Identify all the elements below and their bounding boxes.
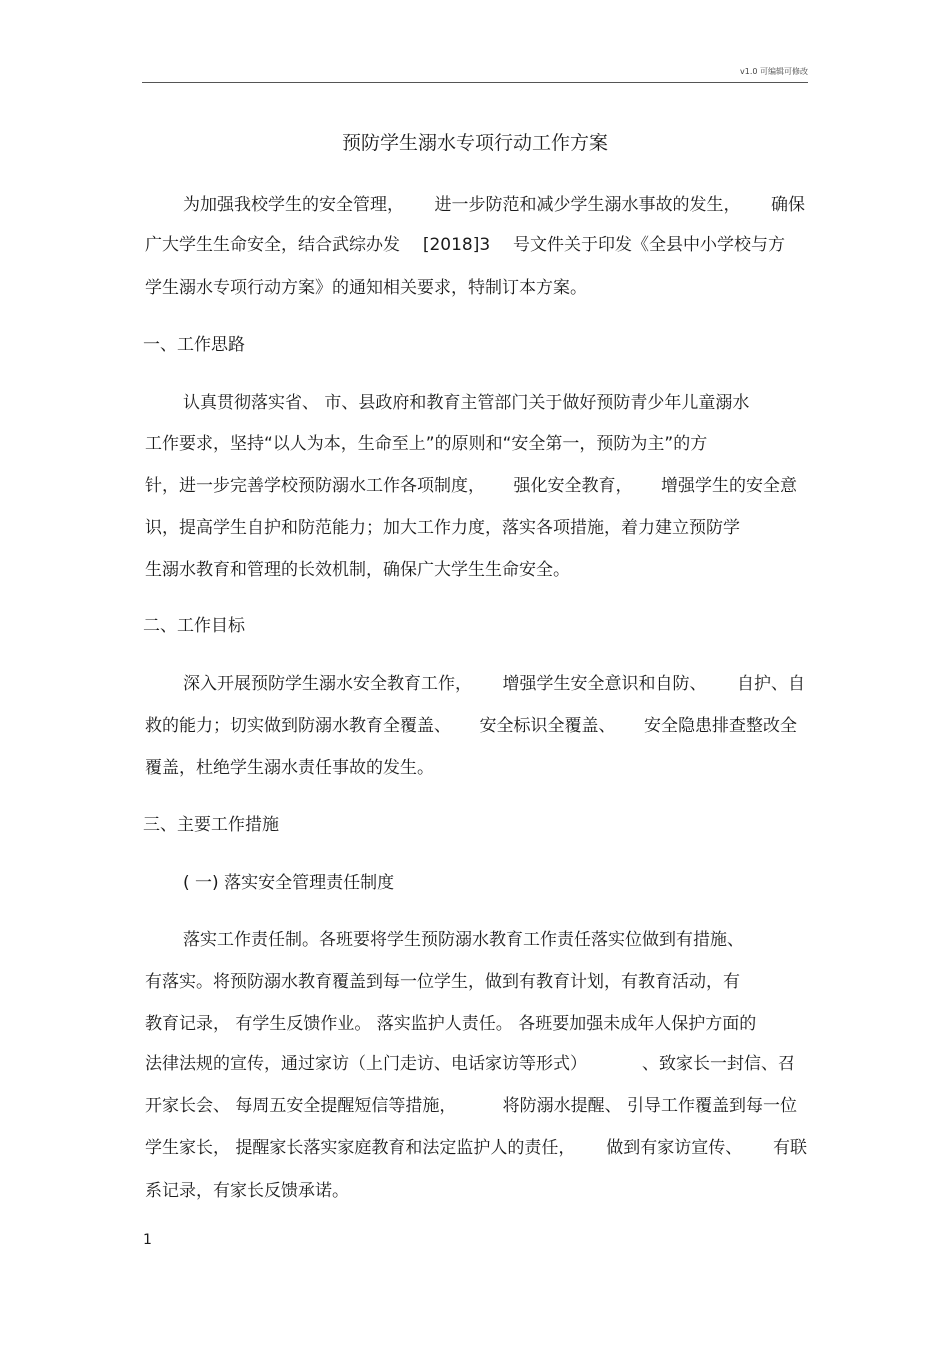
- text-segment: 开家长会、 每周五安全提醒短信等措施，: [145, 1096, 457, 1116]
- section-heading-goals: 二、工作目标: [143, 616, 245, 636]
- intro-line-1: [183, 194, 805, 216]
- text-segment: 有联: [773, 1138, 807, 1158]
- section-heading-measures: 三、主要工作措施: [143, 815, 279, 835]
- document-title: 预防学生溺水专项行动工作方案: [341, 132, 608, 154]
- text-segment: 强化安全教育，: [513, 476, 633, 496]
- text-segment: 救的能力；切实做到防溺水教育全覆盖、: [145, 716, 451, 736]
- text-segment: 将防溺水提醒、 引导工作覆盖到每一位: [502, 1096, 797, 1116]
- text-segment: 为加强我校学生的安全管理，: [183, 195, 404, 215]
- section1-line-2: 工作要求，坚持“以人为本，生命至上”的原则和“安全第一，预防为主”的方: [145, 434, 708, 454]
- text-segment: 增强学生的安全意: [661, 476, 797, 496]
- section3-line-1: 落实工作责任制。各班要将学生预防溺水教育工作责任落实位做到有措施、: [183, 930, 744, 950]
- section2-line-1: [183, 673, 805, 695]
- text-segment: 做到有家访宣传、: [606, 1138, 743, 1158]
- section3-line-5: [145, 1095, 797, 1117]
- section3-line-7: 系记录，有家长反馈承诺。: [145, 1181, 349, 1201]
- text-segment: 号文件关于印发《全县中小学校与方: [512, 235, 785, 255]
- text-segment: 确保: [771, 195, 805, 215]
- text-segment: 安全标识全覆盖、: [479, 716, 616, 736]
- text-segment: 、致家长一封信、召: [642, 1054, 795, 1074]
- text-segment: 针，进一步完善学校预防溺水工作各项制度，: [145, 476, 485, 496]
- section3-line-3: 教育记录， 有学生反馈作业。 落实监护人责任。 各班要加强未成年人保护方面的: [145, 1014, 757, 1034]
- section1-line-1: 认真贯彻落实省、 市、县政府和教育主管部门关于做好预防青少年儿童溺水: [183, 393, 750, 413]
- section3-line-6: [145, 1137, 807, 1159]
- intro-line-2: [145, 234, 785, 256]
- section3-line-2: 有落实。将预防溺水教育覆盖到每一位学生，做到有教育计划，有教育活动，有: [145, 972, 740, 992]
- text-segment: 增强学生安全意识和自防、: [502, 674, 707, 694]
- page-number: 1: [143, 1232, 152, 1248]
- intro-line-3: 学生溺水专项行动方案》的通知相关要求，特制订本方案。: [145, 278, 587, 298]
- section3-line-4: [145, 1053, 795, 1075]
- header-version-note: v1.0 可编辑可修改: [740, 67, 808, 76]
- text-segment: 安全隐患排查整改全: [644, 716, 797, 736]
- header-divider: [142, 82, 808, 83]
- text-segment: 进一步防范和减少学生溺水事故的发生，: [434, 195, 741, 215]
- section2-line-2: [145, 715, 797, 737]
- section-heading-approach: 一、工作思路: [143, 335, 245, 355]
- text-segment: 自护、自: [737, 674, 805, 694]
- text-segment: 学生家长， 提醒家长落实家庭教育和法定监护人的责任，: [145, 1138, 576, 1158]
- section2-line-3: 覆盖，杜绝学生溺水责任事故的发生。: [145, 758, 434, 778]
- text-segment: 法律法规的宣传，通过家访（上门走访、电话家访等形式）: [145, 1054, 587, 1074]
- section1-line-5: 生溺水教育和管理的长效机制，确保广大学生生命安全。: [145, 560, 570, 580]
- subsection-heading: ( 一) 落实安全管理责任制度: [183, 873, 395, 893]
- text-segment: 深入开展预防学生溺水安全教育工作，: [183, 674, 472, 694]
- section1-line-3: [145, 475, 797, 497]
- section1-line-4: 识，提高学生自护和防范能力；加大工作力度，落实各项措施，着力建立预防学: [145, 518, 740, 538]
- text-segment: 广大学生生命安全，结合武综办发: [145, 235, 400, 255]
- text-segment: [2018]3: [422, 235, 491, 255]
